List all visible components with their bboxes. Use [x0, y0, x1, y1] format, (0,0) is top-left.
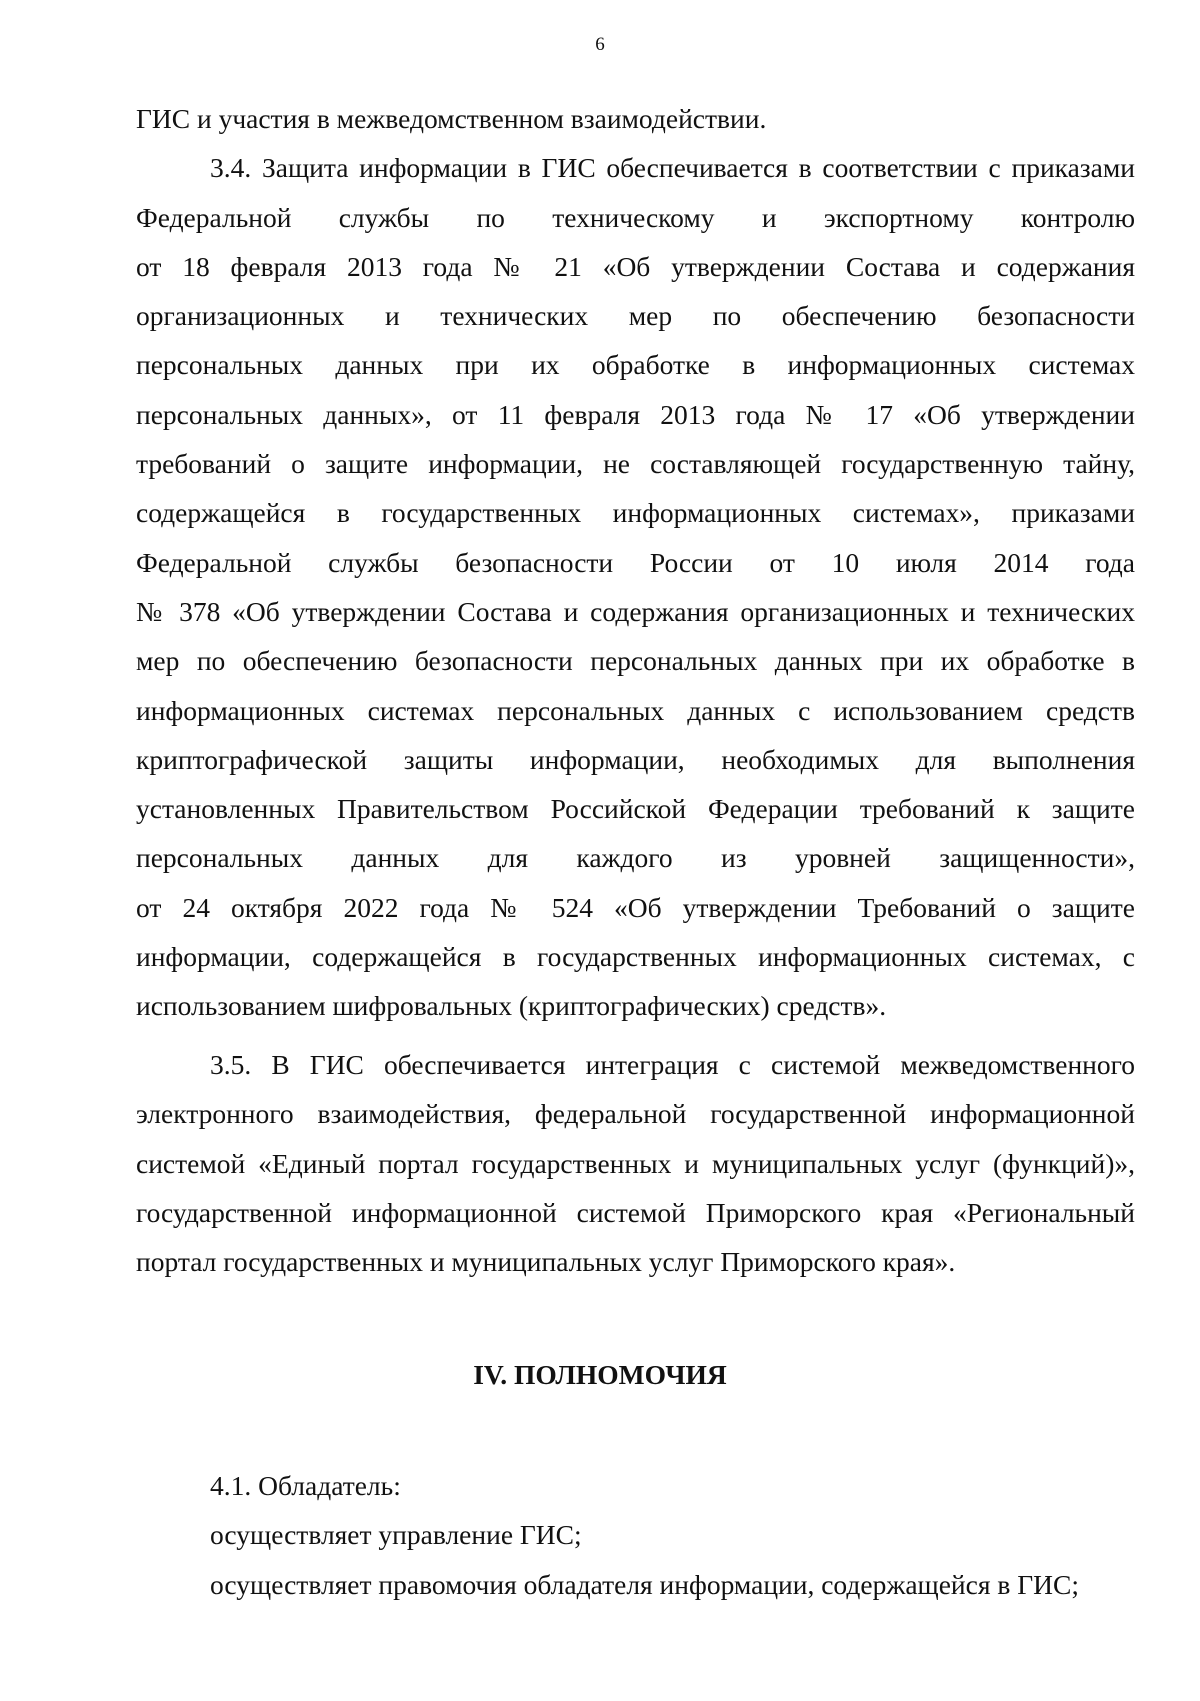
paragraph-line: Федеральной службы безопасности России от 10 июля 2014 года [136, 546, 1135, 578]
clause-item: осуществляет управление ГИС; [210, 1519, 582, 1551]
paragraph-line: информации, содержащейся в государственных информационных системах, с [136, 941, 1135, 973]
paragraph-line-last: портал государственных и муниципальных услуг Приморского края». [136, 1246, 956, 1278]
paragraph-line: мер по обеспечению безопасности персональных данных при их обработке в [136, 645, 1135, 677]
paragraph-line: от 24 октября 2022 года № 524 «Об утверждении Требований о защите [136, 891, 1135, 923]
paragraph-line: криптографической защиты информации, необходимых для выполнения [136, 743, 1135, 775]
paragraph-line: установленных Правительством Российской Федерации требований к защите [136, 793, 1135, 825]
clause-item: осуществляет правомочия обладателя информации, содержащейся в ГИС; [210, 1568, 1079, 1600]
paragraph-line: системой «Единый портал государственных и муниципальных услуг (функций)», [136, 1147, 1135, 1179]
paragraph-line: от 18 февраля 2013 года № 21 «Об утверждении Состава и содержания [136, 250, 1135, 282]
paragraph-line: персональных данных», от 11 февраля 2013 года № 17 «Об утверждении [136, 398, 1135, 430]
paragraph-line: информационных системах персональных данных с использованием средств [136, 694, 1135, 726]
paragraph-line: Федеральной службы по техническому и экспортному контролю [136, 201, 1135, 233]
paragraph-line-last: использованием шифровальных (криптографических) средств». [136, 990, 887, 1022]
section-3-5-block [136, 1040, 1135, 1286]
paragraph-line: персональных данных для каждого из уровней защищенности», [136, 842, 1135, 874]
section-heading: IV. ПОЛНОМОЧИЯ [473, 1359, 727, 1390]
paragraph-line: требований о защите информации, не составляющей государственную тайну, [136, 448, 1135, 480]
paragraph-line: № 378 «Об утверждении Состава и содержания организационных и технических [136, 595, 1135, 627]
paragraph-line: 3.5. В ГИС обеспечивается интеграция с системой межведомственного [210, 1049, 1135, 1080]
paragraph-line: персональных данных при их обработке в информационных системах [136, 349, 1135, 381]
clause-title: 4.1. Обладатель: [210, 1470, 401, 1501]
paragraph-line: 3.4. Защита информации в ГИС обеспечивается в соответствии с приказами [210, 152, 1135, 184]
paragraph-line: электронного взаимодействия, федеральной государственной информационной [136, 1098, 1135, 1130]
paragraph-line: государственной информационной системой Приморского края «Региональный [136, 1196, 1135, 1228]
paragraph-line: содержащейся в государственных информационных системах», приказами [136, 497, 1135, 529]
paragraph-line: организационных и технических мер по обеспечению безопасности [136, 300, 1135, 332]
section-4-1-block [136, 1461, 1135, 1609]
continuation-line: ГИС и участия в межведомственном взаимодействии. [136, 103, 767, 134]
section-3-4-block [136, 94, 1135, 1031]
page-number: 6 [595, 34, 605, 55]
